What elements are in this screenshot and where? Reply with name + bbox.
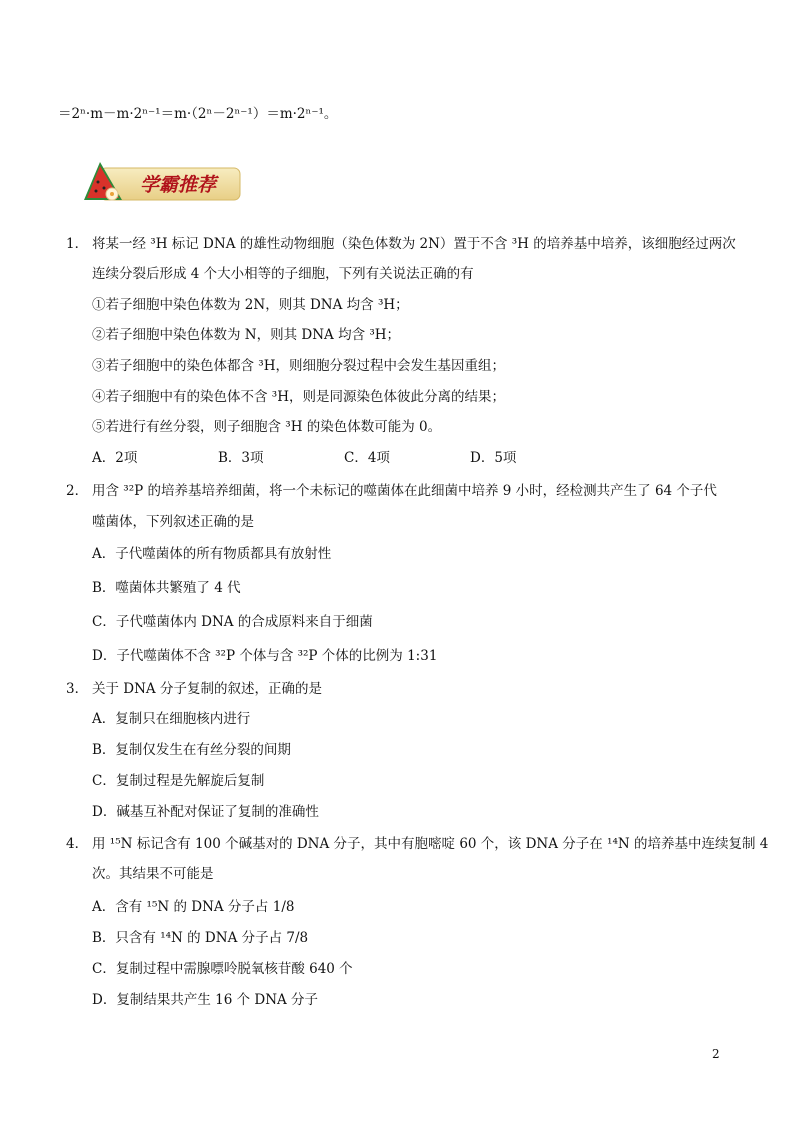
option-d[interactable]: D．碱基互补配对保证了复制的准确性 — [92, 804, 319, 820]
question-text-cont: 次。其结果不可能是 — [92, 866, 214, 882]
question-text-cont: 连续分裂后形成 4 个大小相等的子细胞，下列有关说法正确的有 — [92, 266, 474, 282]
formula-line: ＝2ⁿ·m－m·2ⁿ⁻¹＝m·（2ⁿ－2ⁿ⁻¹）＝m·2ⁿ⁻¹。 — [58, 106, 338, 122]
option-a[interactable]: A．复制只在细胞核内进行 — [92, 711, 251, 727]
question-text-cont: 噬菌体，下列叙述正确的是 — [92, 514, 254, 530]
page-number: 2 — [712, 1047, 720, 1061]
question-text: 用 ¹⁵N 标记含有 100 个碱基对的 DNA 分子，其中有胞嘧啶 60 个，该 DNA 分子在 ¹⁴N 的培养基中连续复制 4 — [92, 836, 769, 852]
recommend-banner — [78, 160, 244, 208]
banner-text: 学霸推荐 — [139, 174, 217, 196]
question-4 — [66, 832, 769, 852]
option-d[interactable]: D．5项 — [470, 450, 517, 466]
question-text: 用含 ³²P 的培养基培养细菌，将一个未标记的噬菌体在此细菌中培养 9 小时，经检测共产生了 64 个子代 — [92, 483, 717, 499]
option-b[interactable]: B．3项 — [218, 450, 264, 466]
question-number: 4． — [66, 836, 89, 852]
question-1 — [66, 232, 736, 252]
flower-icon — [106, 188, 118, 200]
question-number: 3． — [66, 681, 89, 697]
option-c[interactable]: C．子代噬菌体内 DNA 的合成原料来自于细菌 — [92, 614, 373, 630]
statement-item: ②若子细胞中染色体数为 N，则其 DNA 均含 ³H； — [92, 327, 401, 343]
option-c[interactable]: C．4项 — [344, 450, 390, 466]
option-a[interactable]: A．子代噬菌体的所有物质都具有放射性 — [92, 546, 332, 562]
statement-item: ④若子细胞中有的染色体不含 ³H，则是同源染色体彼此分离的结果； — [92, 389, 505, 405]
question-text: 将某一经 ³H 标记 DNA 的雄性动物细胞（染色体数为 2N）置于不含 ³H 的培养基中培养，该细胞经过两次 — [92, 236, 736, 252]
option-b[interactable]: B．只含有 ¹⁴N 的 DNA 分子占 7/8 — [92, 930, 309, 946]
question-3 — [66, 677, 322, 697]
statement-item: ③若子细胞中的染色体都含 ³H，则细胞分裂过程中会发生基因重组； — [92, 358, 505, 374]
question-number: 2． — [66, 483, 89, 499]
option-a[interactable]: A．2项 — [92, 450, 138, 466]
statement-item: ⑤若进行有丝分裂，则子细胞含 ³H 的染色体数可能为 0。 — [92, 419, 442, 435]
question-text: 关于 DNA 分子复制的叙述，正确的是 — [92, 681, 322, 697]
statement-item: ①若子细胞中染色体数为 2N，则其 DNA 均含 ³H； — [92, 297, 409, 313]
option-b[interactable]: B．噬菌体共繁殖了 4 代 — [92, 580, 241, 596]
option-c[interactable]: C．复制过程中需腺嘌呤脱氧核苷酸 640 个 — [92, 961, 353, 977]
option-b[interactable]: B．复制仅发生在有丝分裂的间期 — [92, 742, 291, 758]
option-d[interactable]: D．子代噬菌体不含 ³²P 个体与含 ³²P 个体的比例为 1:31 — [92, 648, 438, 664]
question-2 — [66, 479, 717, 499]
option-c[interactable]: C．复制过程是先解旋后复制 — [92, 773, 265, 789]
option-a[interactable]: A．含有 ¹⁵N 的 DNA 分子占 1/8 — [92, 899, 295, 915]
question-number: 1． — [66, 236, 89, 252]
options-row — [92, 446, 596, 466]
option-d[interactable]: D．复制结果共产生 16 个 DNA 分子 — [92, 992, 319, 1008]
